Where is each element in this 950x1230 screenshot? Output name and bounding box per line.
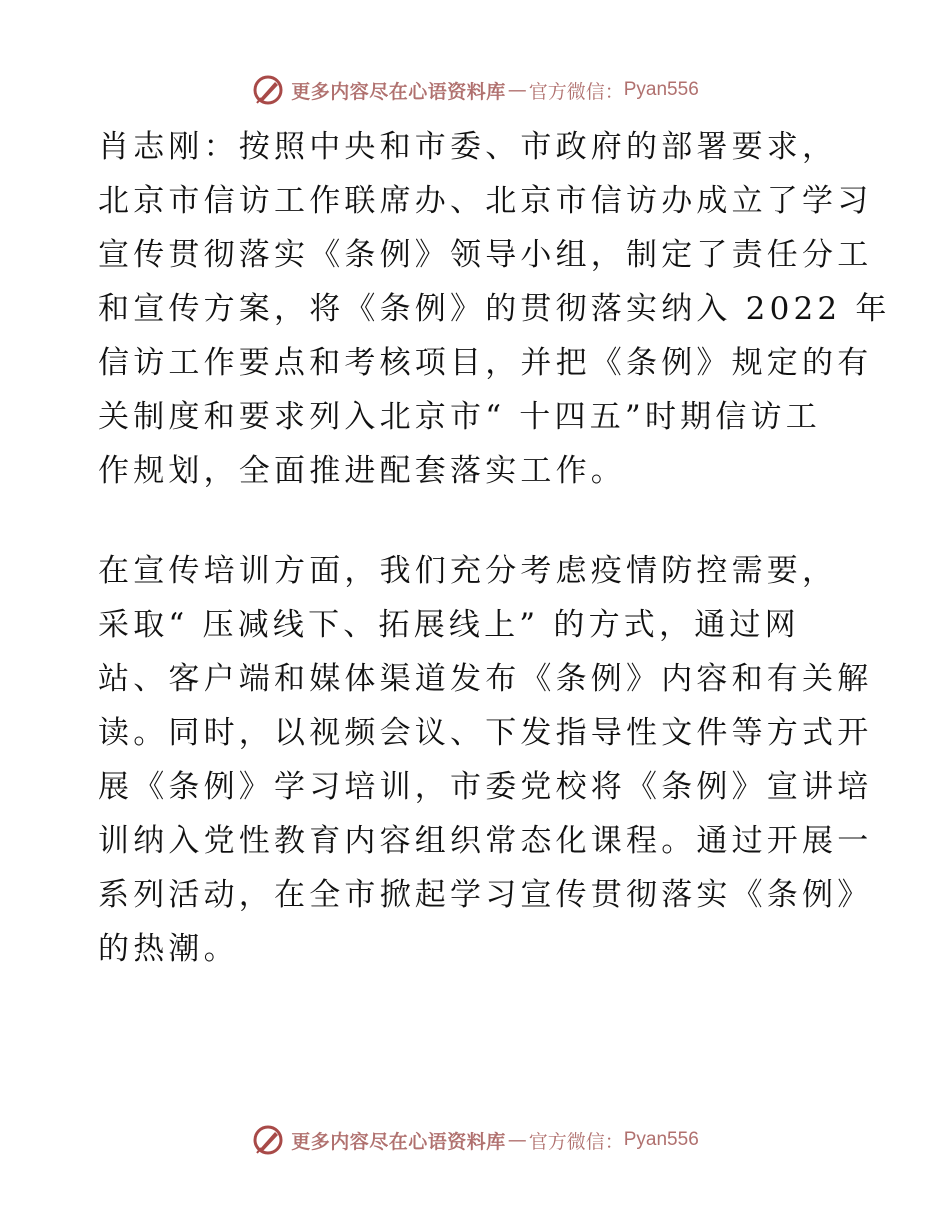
watermark-main-text: 更多内容尽在心语资料库 (291, 1130, 506, 1153)
text-line: 采取“ 压减线下、拓展线上” 的方式，通过网 (98, 607, 800, 643)
watermark-main-text: 更多内容尽在心语资料库 (291, 80, 506, 103)
footer-watermark (0, 1120, 950, 1160)
text-line: 系列活动，在全市掀起学习宣传贯彻落实《条例》 (98, 877, 873, 913)
body-paragraph-1 (98, 120, 891, 498)
text-line: 作规划，全面推进配套落实工作。 (98, 453, 626, 489)
text-line: 读。同时，以视频会议、下发指导性文件等方式开 (98, 715, 873, 751)
quill-circle-icon (251, 1123, 285, 1157)
watermark-account: Pyan556 (623, 79, 699, 100)
text-line: 的热潮。 (98, 931, 239, 967)
text-line: 肖志刚：按照中央和市委、市政府的部署要求， (98, 129, 838, 165)
watermark-separator: — (507, 79, 527, 101)
watermark-label: 官方微信： (528, 80, 624, 103)
text-line: 展《条例》学习培训，市委党校将《条例》宣讲培 (98, 769, 873, 805)
watermark-account: Pyan556 (623, 1129, 699, 1150)
watermark-label: 官方微信： (528, 1130, 624, 1153)
text-line: 关制度和要求列入北京市“ 十四五”时期信访工 (98, 399, 821, 435)
text-line: 宣传贯彻落实《条例》领导小组，制定了责任分工 (98, 237, 873, 273)
text-line: 在宣传培训方面，我们充分考虑疫情防控需要， (98, 553, 838, 589)
header-watermark (0, 70, 950, 110)
body-paragraph-2 (98, 544, 873, 976)
text-line: 训纳入党性教育内容组织常态化课程。通过开展一 (98, 823, 873, 859)
text-line: 北京市信访工作联席办、北京市信访办成立了学习 (98, 183, 873, 219)
text-line: 站、客户端和媒体渠道发布《条例》内容和有关解 (98, 661, 873, 697)
quill-circle-icon (251, 73, 285, 107)
text-line: 和宣传方案，将《条例》的贯彻落实纳入 2022 年 (98, 291, 891, 327)
watermark-separator: — (507, 1129, 527, 1151)
text-line: 信访工作要点和考核项目，并把《条例》规定的有 (98, 345, 873, 381)
